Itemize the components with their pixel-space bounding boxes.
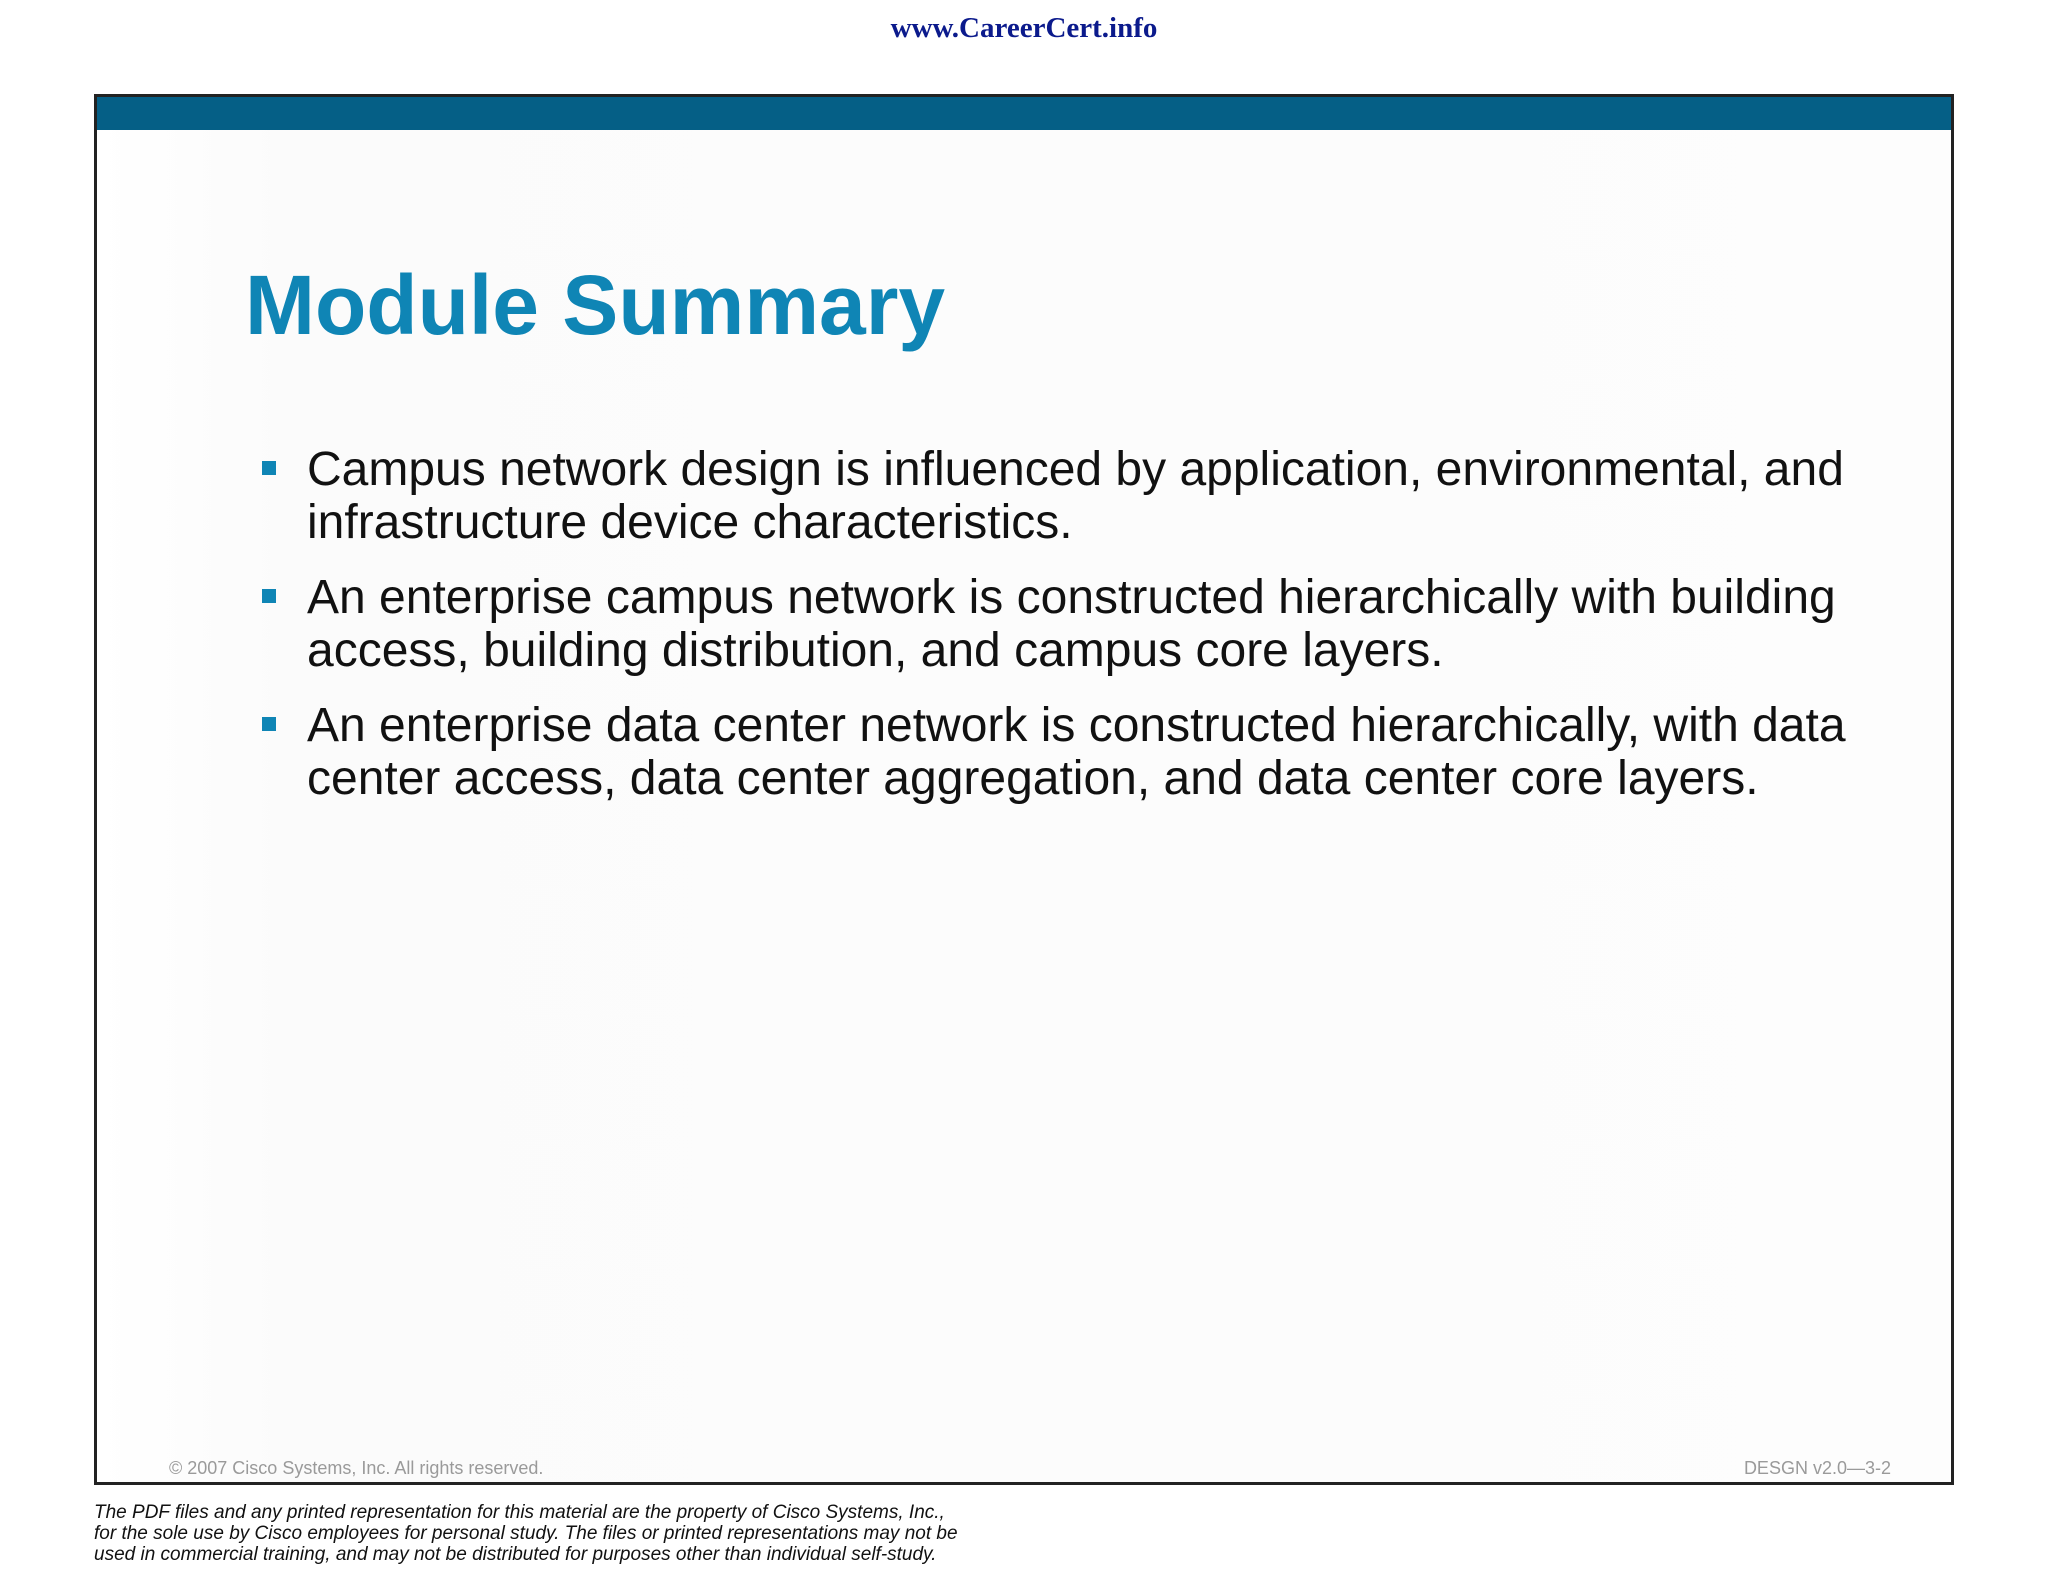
slide-number: DESGN v2.0—3-2 [1743, 1458, 1891, 1478]
slide-title: Module Summary [245, 258, 946, 352]
site-url-header: www.CareerCert.info [890, 12, 1158, 44]
disclaimer [94, 1502, 1194, 1565]
disclaimer-line: for the sole use by Cisco employees for personal study. The files or printed representations may not be [94, 1523, 958, 1544]
bullet-item [262, 699, 1862, 805]
slide-top-bar [97, 97, 1951, 130]
square-bullet-icon [262, 461, 276, 475]
square-bullet-icon [262, 717, 276, 731]
bullet-item [262, 571, 1862, 677]
disclaimer-line: used in commercial training, and may not be distributed for purposes other than individual self-study. [94, 1544, 937, 1565]
bullet-text: Campus network design is influenced by application, environmental, and infrastructure device characteristics. [307, 443, 1844, 549]
square-bullet-icon [262, 589, 276, 603]
bullet-text: An enterprise data center network is constructed hierarchically, with data center access, data center aggregation, and data center core layers. [307, 699, 1846, 805]
bullet-item [262, 443, 1862, 549]
slide [94, 94, 1954, 1485]
bullet-text: An enterprise campus network is constructed hierarchically with building access, building distribution, and campus core layers. [307, 571, 1836, 677]
bullet-list [262, 443, 1862, 827]
copyright-notice: © 2007 Cisco Systems, Inc. All rights reserved. [169, 1458, 544, 1478]
disclaimer-line: The PDF files and any printed representation for this material are the property of Cisco Systems, Inc., [94, 1502, 945, 1523]
